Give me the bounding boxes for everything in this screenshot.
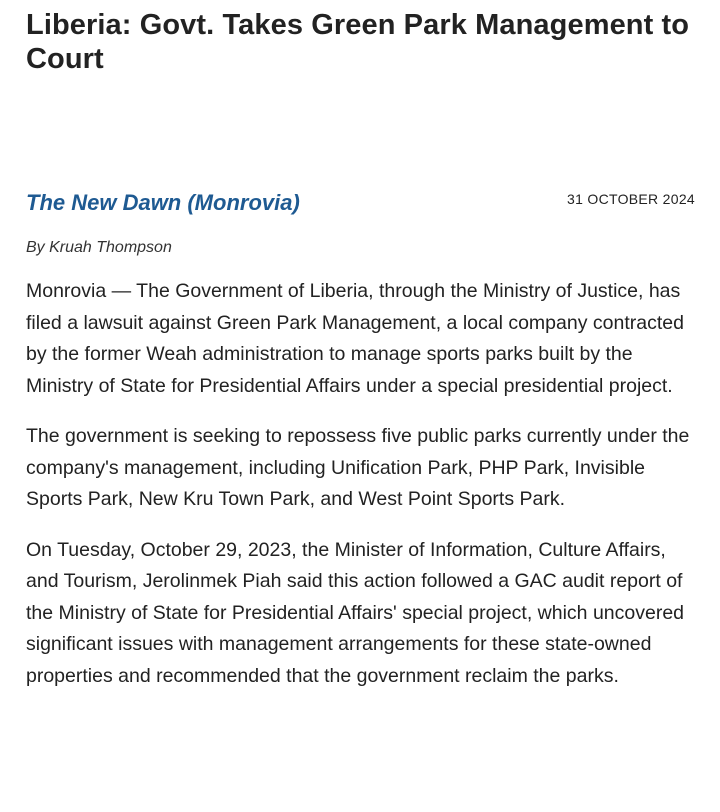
- article-paragraph: The government is seeking to repossess five public parks currently under the company's management, including Unification Park, PHP Park, Invisible Sports Park, New Kru Town Park, and West Point Sports Park.: [26, 425, 690, 510]
- article-headline: Liberia: Govt. Takes Green Park Management to Court: [26, 9, 690, 75]
- article-body: [26, 276, 700, 692]
- author-byline: By Kruah Thompson: [26, 239, 172, 256]
- publish-date: 31 OCTOBER 2024: [567, 191, 695, 207]
- source-row: [26, 190, 698, 226]
- article-paragraph: Monrovia — The Government of Liberia, through the Ministry of Justice, has filed a lawsuit against Green Park Management, a local company contracted by the former Weah administration to manage sports parks built by the Ministry of State for Presidential Affairs under a special presidential project.: [26, 280, 684, 397]
- source-link[interactable]: The New Dawn (Monrovia): [26, 190, 300, 215]
- article-paragraph: On Tuesday, October 29, 2023, the Minister of Information, Culture Affairs, and Tourism, Jerolinmek Piah said this action followed a GAC audit report of the Ministry of State for Presidential Affairs' special project, which uncovered significant issues with management arrangements for these state-owned properties and recommended that the government reclaim the parks.: [26, 538, 685, 687]
